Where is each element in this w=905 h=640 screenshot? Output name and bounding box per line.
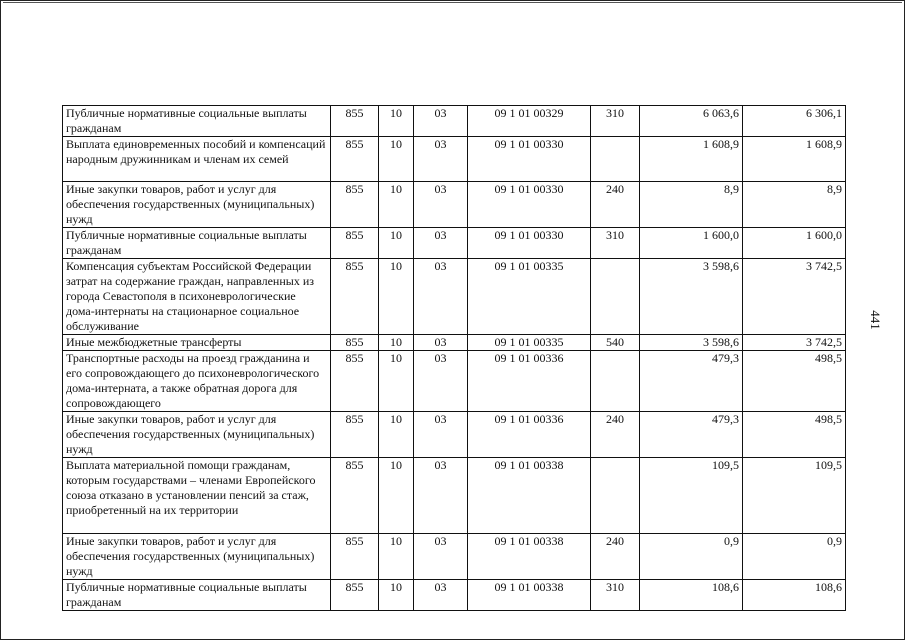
row-name: Транспортные расходы на проезд гражданина и его сопровождающего до психоневрологического дома-интерната, а также обратная дорога для сопровождающего <box>63 351 331 412</box>
row-section: 10 <box>379 137 414 182</box>
row-sum-year2: 1 600,0 <box>743 228 846 259</box>
row-sum-year2: 8,9 <box>743 182 846 228</box>
row-expense-type: 540 <box>591 335 640 351</box>
row-subsection: 03 <box>414 182 468 228</box>
row-sum-year2: 109,5 <box>743 458 846 534</box>
row-expense-type: 310 <box>591 580 640 611</box>
row-section: 10 <box>379 580 414 611</box>
row-name: Иные закупки товаров, работ и услуг для обеспечения государственных (муниципальных) нужд <box>63 534 331 580</box>
page-number: 441 <box>868 310 883 330</box>
row-name: Выплата единовременных пособий и компенсаций народным дружинникам и членам их семей <box>63 137 331 182</box>
row-ministry-code: 855 <box>331 580 379 611</box>
row-expense-type <box>591 351 640 412</box>
row-section: 10 <box>379 106 414 137</box>
row-sum-year2: 0,9 <box>743 534 846 580</box>
row-expense-type: 240 <box>591 182 640 228</box>
table-row <box>63 106 846 137</box>
row-ministry-code: 855 <box>331 351 379 412</box>
table-row <box>63 182 846 228</box>
row-section: 10 <box>379 259 414 335</box>
row-target-article: 09 1 01 00330 <box>468 228 591 259</box>
row-target-article: 09 1 01 00330 <box>468 137 591 182</box>
row-sum-year2: 108,6 <box>743 580 846 611</box>
row-name: Иные межбюджетные трансферты <box>63 335 331 351</box>
row-ministry-code: 855 <box>331 412 379 458</box>
row-expense-type <box>591 259 640 335</box>
row-sum-year1: 479,3 <box>640 351 743 412</box>
row-sum-year2: 498,5 <box>743 412 846 458</box>
table-row <box>63 351 846 412</box>
row-sum-year2: 6 306,1 <box>743 106 846 137</box>
row-target-article: 09 1 01 00338 <box>468 458 591 534</box>
row-ministry-code: 855 <box>331 534 379 580</box>
row-name: Публичные нормативные социальные выплаты гражданам <box>63 228 331 259</box>
row-sum-year1: 8,9 <box>640 182 743 228</box>
row-ministry-code: 855 <box>331 458 379 534</box>
row-name: Выплата материальной помощи гражданам, которым государствами – членами Европейского союза отказано в установлении пенсий за стаж, приобретенный на их территории <box>63 458 331 534</box>
row-section: 10 <box>379 335 414 351</box>
row-target-article: 09 1 01 00335 <box>468 335 591 351</box>
row-sum-year1: 3 598,6 <box>640 335 743 351</box>
row-subsection: 03 <box>414 228 468 259</box>
row-target-article: 09 1 01 00335 <box>468 259 591 335</box>
row-subsection: 03 <box>414 458 468 534</box>
scan-edge-line <box>3 2 902 3</box>
row-section: 10 <box>379 412 414 458</box>
row-expense-type <box>591 458 640 534</box>
row-subsection: 03 <box>414 580 468 611</box>
row-section: 10 <box>379 534 414 580</box>
row-name: Иные закупки товаров, работ и услуг для обеспечения государственных (муниципальных) нужд <box>63 412 331 458</box>
row-target-article: 09 1 01 00329 <box>468 106 591 137</box>
row-sum-year2: 3 742,5 <box>743 335 846 351</box>
row-name: Публичные нормативные социальные выплаты гражданам <box>63 580 331 611</box>
table-body <box>63 106 846 611</box>
row-name: Иные закупки товаров, работ и услуг для обеспечения государственных (муниципальных) нужд <box>63 182 331 228</box>
row-section: 10 <box>379 351 414 412</box>
row-sum-year1: 6 063,6 <box>640 106 743 137</box>
row-expense-type: 310 <box>591 228 640 259</box>
row-ministry-code: 855 <box>331 137 379 182</box>
row-sum-year2: 498,5 <box>743 351 846 412</box>
table-row <box>63 458 846 534</box>
row-subsection: 03 <box>414 259 468 335</box>
row-ministry-code: 855 <box>331 228 379 259</box>
row-sum-year1: 109,5 <box>640 458 743 534</box>
table-row <box>63 259 846 335</box>
row-sum-year1: 0,9 <box>640 534 743 580</box>
budget-table <box>62 105 846 611</box>
row-name: Компенсация субъектам Российской Федерации затрат на содержание граждан, направленных из города Севастополя в психоневрологические дома-интернаты на стационарное социальное обслуживание <box>63 259 331 335</box>
row-expense-type: 310 <box>591 106 640 137</box>
row-expense-type <box>591 137 640 182</box>
row-section: 10 <box>379 182 414 228</box>
table-row <box>63 580 846 611</box>
row-expense-type: 240 <box>591 412 640 458</box>
table-row <box>63 412 846 458</box>
row-name: Публичные нормативные социальные выплаты гражданам <box>63 106 331 137</box>
row-ministry-code: 855 <box>331 335 379 351</box>
row-expense-type: 240 <box>591 534 640 580</box>
row-target-article: 09 1 01 00338 <box>468 580 591 611</box>
row-target-article: 09 1 01 00338 <box>468 534 591 580</box>
row-sum-year1: 3 598,6 <box>640 259 743 335</box>
row-sum-year2: 3 742,5 <box>743 259 846 335</box>
row-target-article: 09 1 01 00336 <box>468 351 591 412</box>
row-ministry-code: 855 <box>331 259 379 335</box>
table-row <box>63 335 846 351</box>
row-subsection: 03 <box>414 106 468 137</box>
table-row <box>63 228 846 259</box>
row-subsection: 03 <box>414 534 468 580</box>
row-target-article: 09 1 01 00336 <box>468 412 591 458</box>
table-row <box>63 137 846 182</box>
row-ministry-code: 855 <box>331 106 379 137</box>
row-sum-year1: 1 608,9 <box>640 137 743 182</box>
row-target-article: 09 1 01 00330 <box>468 182 591 228</box>
row-sum-year2: 1 608,9 <box>743 137 846 182</box>
row-sum-year1: 1 600,0 <box>640 228 743 259</box>
row-section: 10 <box>379 458 414 534</box>
row-ministry-code: 855 <box>331 182 379 228</box>
table-row <box>63 534 846 580</box>
row-subsection: 03 <box>414 137 468 182</box>
row-subsection: 03 <box>414 412 468 458</box>
row-subsection: 03 <box>414 351 468 412</box>
row-sum-year1: 479,3 <box>640 412 743 458</box>
row-subsection: 03 <box>414 335 468 351</box>
row-sum-year1: 108,6 <box>640 580 743 611</box>
row-section: 10 <box>379 228 414 259</box>
